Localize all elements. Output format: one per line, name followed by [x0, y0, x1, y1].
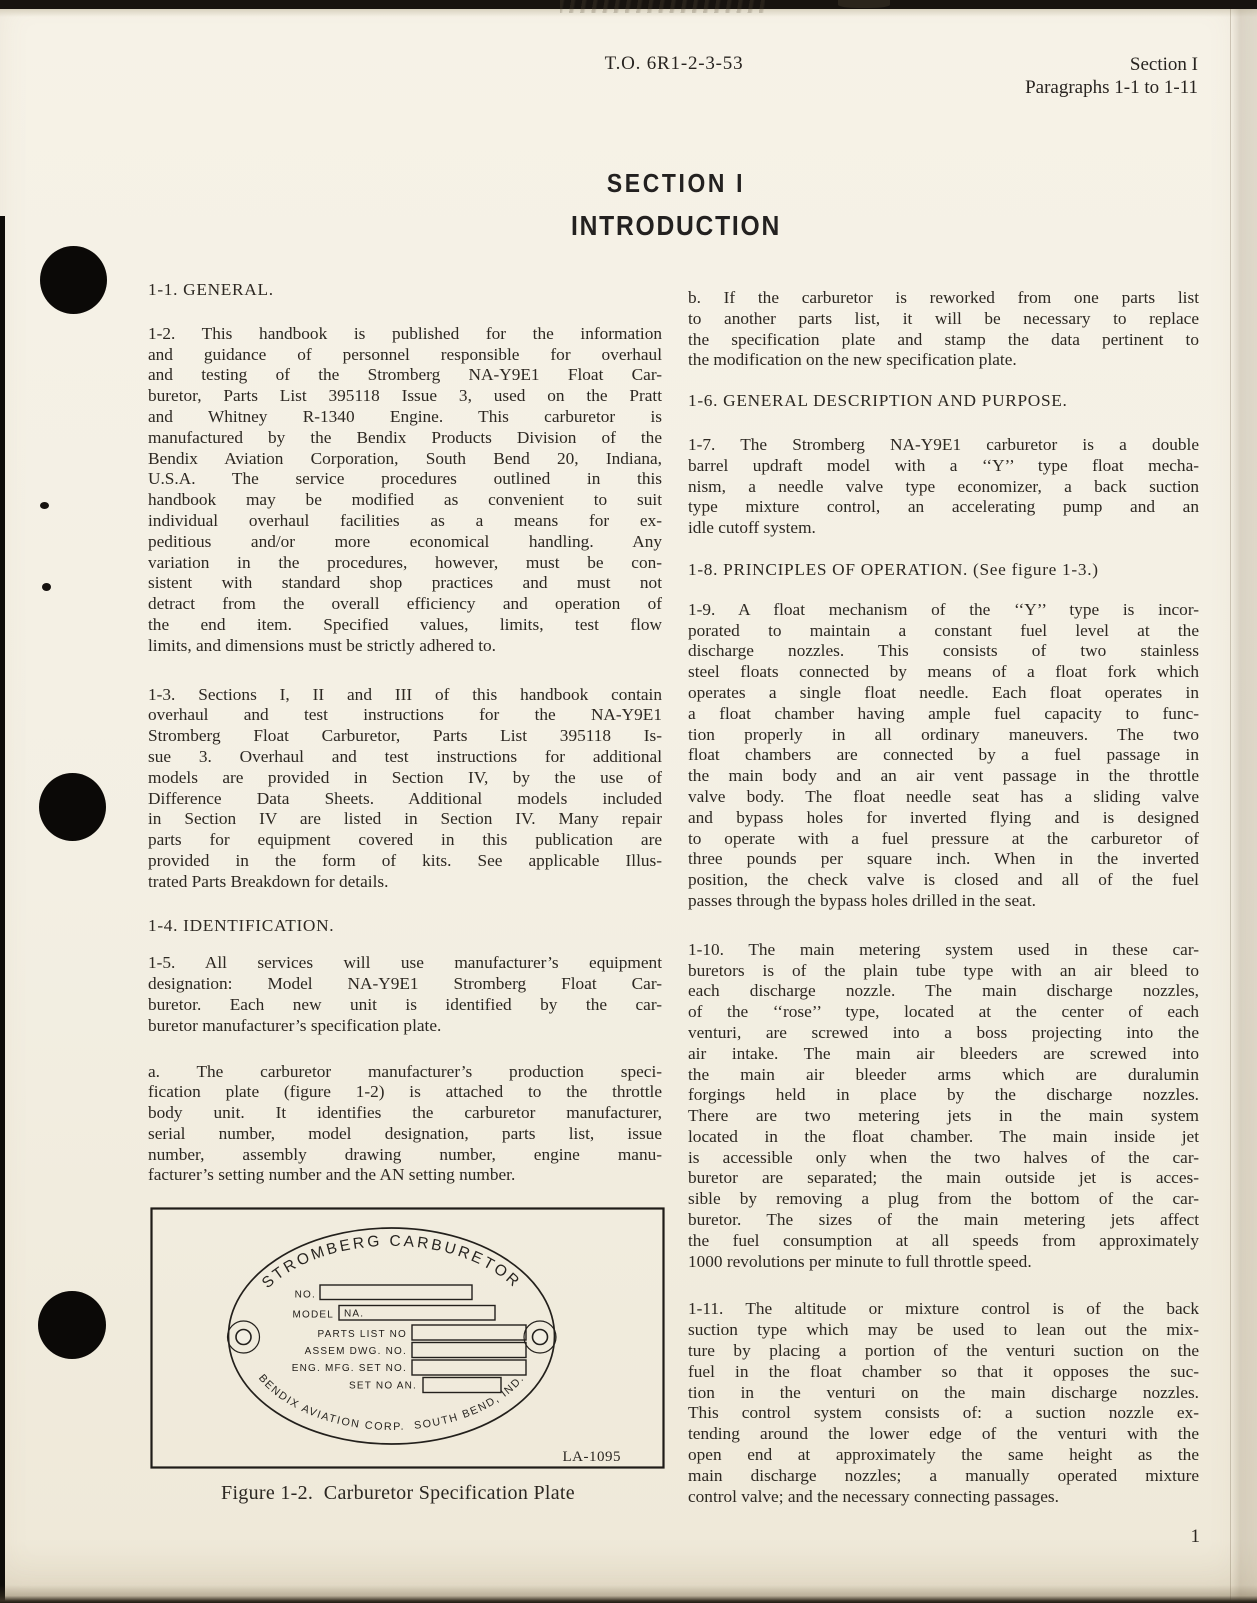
- text-line: 1000 revolutions per minute to full throttle speed.: [688, 1251, 1032, 1271]
- body-paragraph: [688, 1299, 1199, 1507]
- plate-field-box-set-no-an: [423, 1378, 501, 1393]
- text-line: 1-10. The main metering system used in these car-: [688, 939, 1199, 959]
- text-line: to operate with a fuel pressure at the carburetor of: [688, 828, 1199, 848]
- scan-left-edge: [0, 216, 5, 1603]
- plate-arc-bottom-text: BENDIX AVIATION CORP. SOUTH BEND, IND.: [255, 1372, 527, 1433]
- text-line: the main air bleeder arms which are duralumin: [688, 1064, 1199, 1084]
- text-line: ture by placing a portion of the venturi suction on the: [688, 1341, 1199, 1361]
- text-line: designation: Model NA-Y9E1 Stromberg Float Car-: [148, 974, 662, 994]
- text-line: 1-7. The Stromberg NA-Y9E1 carburetor is a double: [688, 434, 1199, 454]
- section-title: [148, 168, 1204, 242]
- text-line: sible by removing a plug from the bottom of the car-: [688, 1189, 1199, 1209]
- text-line: discharge nozzles. This consists of two stainless: [688, 641, 1199, 661]
- ink-dot: [42, 583, 51, 591]
- text-line: operates a single float needle. Each float operates in: [688, 682, 1199, 702]
- plate-field-label-no: NO.: [294, 1289, 316, 1301]
- text-line: passes through the bypass holes drilled in the seat.: [688, 890, 1036, 910]
- technical-order-number: T.O. 6R1-2-3-53: [604, 53, 744, 74]
- text-line: open end at approximately the same height as the: [688, 1445, 1199, 1465]
- text-line: buretor are separated; the main outside jet is acces-: [688, 1168, 1199, 1188]
- text-line: located in the float chamber. The main inside jet: [688, 1126, 1199, 1146]
- text-line: the fuel consumption at all speeds from approximately: [688, 1230, 1199, 1250]
- text-line: Bendix Aviation Corporation, South Bend 20, Indiana,: [148, 448, 662, 468]
- text-line: in Section IV are listed in Section IV. Many repair: [148, 809, 662, 829]
- text-line: 1-1. GENERAL.: [148, 280, 274, 299]
- text-line: forgings held in place by the discharge nozzles.: [688, 1085, 1199, 1105]
- text-line: manufactured by the Bendix Products Division of the: [148, 427, 662, 447]
- text-line: buretor. Each new unit is identified by the car-: [148, 994, 662, 1014]
- text-line: the modification on the new specification plate.: [688, 350, 1017, 370]
- plate-field-label-set-no-an: SET NO AN.: [349, 1380, 417, 1392]
- text-line: nism, a needle valve type economizer, a back suction: [688, 476, 1199, 496]
- text-line: the main body and an air vent passage in the throttle: [688, 766, 1199, 786]
- text-line: tending around the lower edge of the venturi with the: [688, 1424, 1199, 1444]
- body-paragraph: [148, 685, 662, 893]
- text-line: facturer’s setting number and the AN setting number.: [148, 1165, 516, 1185]
- plate-field-label-assem-dwg: ASSEM DWG. NO.: [304, 1346, 407, 1357]
- text-line: U.S.A. The service procedures outlined in this: [148, 469, 662, 489]
- text-line: fication plate (figure 1-2) is attached to the throttle: [148, 1082, 662, 1102]
- text-line: There are two metering jets in the main system: [688, 1106, 1199, 1126]
- text-line: handbook may be modified as convenient to suit: [148, 490, 662, 510]
- text-line: to another parts list, it will be necessary to replace: [688, 308, 1199, 328]
- paragraph-heading: [688, 391, 1199, 412]
- scan-artifact: [838, 0, 890, 8]
- text-line: three pounds per square inch. When in the inverted: [688, 849, 1199, 869]
- plate-field-box-assem-dwg: [412, 1343, 526, 1358]
- paper-right-edge: [1230, 9, 1257, 1603]
- body-paragraph: [148, 1062, 662, 1187]
- text-line: the end item. Specified values, limits, test flow: [148, 614, 662, 634]
- binder-hole: [38, 1291, 106, 1359]
- ink-dot: [40, 502, 49, 509]
- text-line: buretor manufacturer’s specification plate.: [148, 1015, 442, 1035]
- plate-field-box-no: [320, 1285, 472, 1300]
- figure-reference-number: LA-1095: [562, 1449, 621, 1465]
- body-paragraph: [148, 324, 662, 657]
- text-line: parts for equipment covered in this publication are: [148, 830, 662, 850]
- text-line: and bypass holes for inverted flying and is designed: [688, 807, 1199, 827]
- text-line: main discharge nozzles; a manually operated mixture: [688, 1465, 1199, 1485]
- text-line: number, assembly drawing number, engine manu-: [148, 1144, 662, 1164]
- paper-bottom-edge: [0, 1585, 1257, 1603]
- text-line: float chambers are connected by a fuel passage in: [688, 745, 1199, 765]
- body-paragraph: [688, 600, 1199, 912]
- text-line: provided in the form of kits. See applicable Illus-: [148, 850, 662, 870]
- left-column: [148, 280, 662, 1186]
- text-line: porated to maintain a constant fuel level at the: [688, 620, 1199, 640]
- body-paragraph: [148, 953, 662, 1036]
- text-line: barrel updraft model with a ‘‘Y’’ type float mecha-: [688, 455, 1199, 475]
- text-line: sue 3. Overhaul and test instructions for additional: [148, 746, 662, 766]
- right-column: [688, 288, 1199, 1507]
- text-line: tion properly in all ordinary maneuvers. The two: [688, 724, 1199, 744]
- section-name-title: INTRODUCTION: [570, 210, 782, 241]
- text-line: type mixture control, an accelerating pump and an: [688, 497, 1199, 517]
- text-line: each discharge nozzle. The main discharge nozzles,: [688, 981, 1199, 1001]
- text-line: 1-8. PRINCIPLES OF OPERATION. (See figure 1-3.): [688, 559, 1099, 579]
- text-line: and Whitney R-1340 Engine. This carburetor is: [148, 406, 662, 426]
- header-paragraphs-label: Paragraphs 1-1 to 1-11: [1025, 77, 1198, 98]
- text-line: models are provided in Section IV, by the use of: [148, 767, 662, 787]
- text-line: 1-2. This handbook is published for the information: [148, 323, 662, 343]
- mounting-hole-right: [533, 1330, 548, 1345]
- text-line: position, the check valve is closed and all of the fuel: [688, 870, 1199, 890]
- carburetor-specification-plate-drawing: [150, 1207, 665, 1469]
- plate-field-label-parts-list: PARTS LIST NO: [317, 1329, 407, 1340]
- text-line: peditious and/or more economical handling. Any: [148, 531, 662, 551]
- text-line: trated Parts Breakdown for details.: [148, 871, 389, 891]
- text-line: venturi, are screwed into a boss projecting into the: [688, 1022, 1199, 1042]
- binder-hole: [40, 246, 107, 314]
- text-line: a. The carburetor manufacturer’s production speci-: [148, 1061, 662, 1081]
- text-line: tion in the venturi on the main discharge nozzles.: [688, 1382, 1199, 1402]
- text-line: limits, and dimensions must be strictly adhered to.: [148, 635, 496, 655]
- text-line: the specification plate and stamp the data pertinent to: [688, 329, 1199, 349]
- text-line: buretors is of the plain tube type with an air bleed to: [688, 960, 1199, 980]
- text-line: overhaul and test instructions for the NA-Y9E1: [148, 705, 662, 725]
- plate-arc-top-text: STROMBERG CARBURETOR: [258, 1232, 525, 1292]
- text-line: individual overhaul facilities as a means for ex-: [148, 510, 662, 530]
- text-line: variation in the procedures, however, must be con-: [148, 552, 662, 572]
- text-line: suction type which may be used to lean out the mix-: [688, 1320, 1199, 1340]
- text-line: Stromberg Float Carburetor, Parts List 395118 Is-: [148, 726, 662, 746]
- text-line: sistent with standard shop practices and must not: [148, 573, 662, 593]
- body-paragraph: [688, 288, 1199, 371]
- figure-caption: Figure 1-2. Carburetor Specification Plate: [221, 1482, 575, 1504]
- plate-field-label-eng-mfg-set: ENG. MFG. SET NO.: [291, 1363, 407, 1374]
- text-line: 1-4. IDENTIFICATION.: [148, 915, 335, 935]
- text-line: serial number, model designation, parts list, issue: [148, 1123, 662, 1143]
- text-line: 1-6. GENERAL DESCRIPTION AND PURPOSE.: [688, 391, 1068, 411]
- text-line: buretor, Parts List 395118 Issue 3, used on the Pratt: [148, 386, 662, 406]
- plate-field-box-eng-mfg-set: [412, 1360, 526, 1375]
- header-section-label: Section I: [1129, 54, 1198, 75]
- paragraph-heading: [148, 916, 662, 937]
- text-line: 1-11. The altitude or mixture control is of the back: [688, 1299, 1199, 1319]
- text-line: detract from the overall efficiency and operation of: [148, 594, 662, 614]
- text-line: buretor. The sizes of the main metering jets affect: [688, 1210, 1199, 1230]
- plate-field-box-parts-list: [412, 1325, 526, 1340]
- text-line: is accessible only when the two halves of the car-: [688, 1147, 1199, 1167]
- paragraph-heading: [148, 280, 662, 301]
- plate-field-value-model: NA.: [344, 1308, 365, 1320]
- header-right: [700, 53, 1198, 99]
- text-line: valve body. The float needle seat has a sliding valve: [688, 786, 1199, 806]
- binder-hole: [39, 773, 106, 841]
- body-paragraph: [688, 940, 1199, 1273]
- text-line: body unit. It identifies the carburetor manufacturer,: [148, 1103, 662, 1123]
- text-line: control valve; and the necessary connecting passages.: [688, 1486, 1059, 1506]
- page-number: 1: [1190, 1526, 1200, 1547]
- text-line: 1-3. Sections I, II and III of this handbook contain: [148, 684, 662, 704]
- text-line: and testing of the Stromberg NA-Y9E1 Float Car-: [148, 365, 662, 385]
- text-line: of the ‘‘rose’’ type, located at the center of each: [688, 1002, 1199, 1022]
- text-line: fuel in the float chamber so that it opposes the suc-: [688, 1361, 1199, 1381]
- section-number-title: SECTION I: [606, 168, 746, 198]
- text-line: steel floats connected by means of a float fork which: [688, 662, 1199, 682]
- body-paragraph: [688, 435, 1199, 539]
- text-line: This control system consists of: a suction nozzle ex-: [688, 1403, 1199, 1423]
- text-line: a float chamber having ample fuel capacity to func-: [688, 703, 1199, 723]
- text-line: idle cutoff system.: [688, 518, 816, 538]
- plate-field-label-model: MODEL: [292, 1309, 334, 1321]
- text-line: Difference Data Sheets. Additional models included: [148, 788, 662, 808]
- text-line: 1-9. A float mechanism of the ‘‘Y’’ type is incor-: [688, 599, 1199, 619]
- scan-artifact: [560, 0, 765, 13]
- text-line: 1-5. All services will use manufacturer’s equipment: [148, 953, 662, 973]
- text-line: b. If the carburetor is reworked from one parts list: [688, 288, 1199, 307]
- text-line: and guidance of personnel responsible for overhaul: [148, 344, 662, 364]
- figure-1-2: [150, 1207, 665, 1469]
- mounting-hole-left: [236, 1330, 251, 1345]
- paragraph-heading: [688, 560, 1199, 581]
- text-line: air intake. The main air bleeders are screwed into: [688, 1043, 1199, 1063]
